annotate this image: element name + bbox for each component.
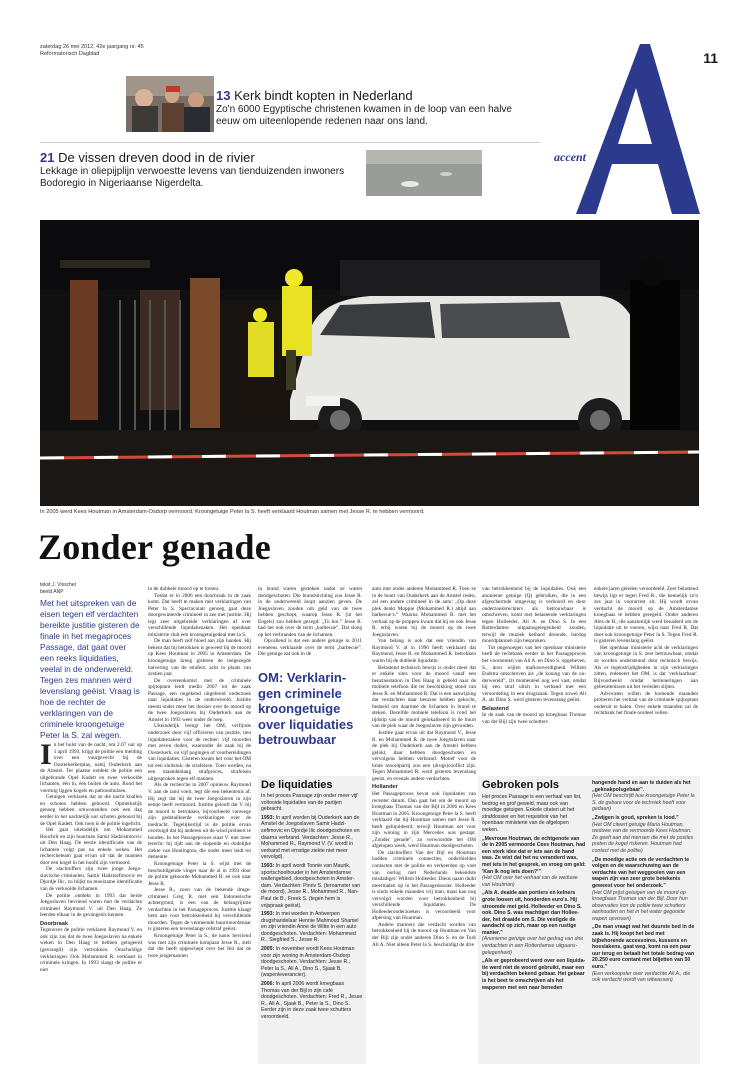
article-paragraph: Het gaat uiteindelijk om Mohammed Bouchrit en zijn buurman Samir Hadzismitovic uit Den Haag. De eerste identificatie van de lichamen volgt pas na enkele weken. Het rechercheteam gaat ervan uit dat de mannen door een kogel in het hoofd zijn vermoord.: [40, 827, 142, 866]
quote-text: „De man vraagt wat het duurste bed in de zaak is. Hij koopt het bed met bijbehorende accessoires, kussens en hoeslakens, gaat weg, komt na een paar uur terug en betaalt het totale bedrag van 20.250 euro contant met biljetten van 50 euro.”: [592, 924, 695, 971]
sidebar-intro: Het proces Passage is een verhaal van list, bedrog en grof geweld, maar ook van moedige getuigen. Enkele citaten uit het strafdossier en het requisitoir van het openbaar ministerie van de afgelopen weken.: [482, 794, 582, 833]
teaser-1-title: Kerk bindt kopten in Nederland: [234, 88, 413, 103]
article-paragraph: In de zaak van de moord op kroegbaas Thomas van der Bijl zijn twee schutters: [482, 712, 586, 725]
article-headline: Zonder genade: [38, 527, 271, 567]
sidebar-liquidaties-list: [258, 793, 366, 1021]
article-paragraph: Advocaten willen de komende maanden proberen het verhaal van de criminele spijtoptant onderuit te halen. Over enkele maanden zal de rechtbank het finale oordeel vellen.: [594, 690, 698, 717]
article-paragraph: Van belang is ook dat een vriendin van Raymond V. al in 1996 heeft verklaard dat Raymond, Jesse R. en Mohammed R. betrokken waren bij de dubbele liquidatie.: [372, 638, 476, 665]
article-column-6: [594, 586, 698, 717]
quote-item: [592, 780, 696, 813]
article-paragraph: Belastend technisch bewijs is onder meer dat er enkele sites voor de moord vanaf een benzinestation in Den Haag is gebeld naar de mobiele telefoon die ter beschikking stond van Jesse R. en Mohammed R. Dat is een aanwijzing dat verdachten daar benzine hebben gekocht, bedoeld om daarmee de lichamen in brand te steken. Dezelfde mobiele telefoon is rond het tijdstip van de moord gelokaliseerd in de buurt van de plek waar de Joegoslaven zijn gevonden.: [372, 664, 476, 730]
list-item-text: In april wordt Tonnie van Maurik, sportschoolhouder in het Amsterdamse wallengebied, doodgeschoten in Amsterdam. Verdachten: Pinriv S. (teroamster van de moord), Jesse R., Mohammed R., Nan-Paul de B., Freek S. (tegen hem is vrijspraak geëist).: [261, 862, 361, 909]
subheading-belastend: Belastend: [482, 705, 509, 712]
teaser-photo-1: [126, 76, 214, 132]
teaser-1-text: Zo'n 6000 Egyptische christenen kwamen in de loop van een halve eeuw om uiteenlopende redenen naar ons land.: [216, 104, 512, 127]
quote-source: (Het OM citeert getuige Maria Houtman, weduwe van de vermoorde Kees Houtman. Ze geeft aan dat mensen die met de posties praten de kogel riskeren. Houtman had contact met de politie): [592, 821, 694, 854]
list-item-text: In april worden bij Ouderkerk aan de Amstel de Joegoslaven Samir Hadzisefimovic en Djordje Ilic doodgeschoten en daarna verbrand. Verdachten: Jesse R., Mohammed R., Raymond V. (V. wordt in verband met ernstige ziekte niet meer vervolgd).: [261, 814, 360, 861]
teaser-photo-people-image: [126, 76, 214, 132]
article-paragraph: Het openbaar ministerie acht de verklaringen van kroongetuige la S. zeer betrouwbaar, omdat ze worden ondersteund door technisch bewijs. Als er tegenstrijdigheden in zijn verklaringen zitten, redeneert het OM, is dat 'verklaarbaar'. Bijvoorbeeld omdat herinneringen aan gebeurtenissen uit het verleden slijten.: [594, 644, 698, 691]
article-paragraph: Tegenover de politie verklaren Raymond V. en ook zijn zus dat de twee Joegoslaven na enkele weken in Den Haag te hebben gelogeerd (gevraagd) zijn vertrokken. Onschuldige verklaringen. Ook Mohammed R. verklaart in criminele kringen. In 1993 slaagt de politie er niet: [40, 927, 142, 973]
sidebar-liquidaties-title: De liquidaties: [261, 779, 333, 791]
quote-item: [592, 924, 696, 983]
page-meta: [40, 44, 144, 58]
sidebar-pols-title: Gebroken pols: [482, 779, 560, 791]
quote-source: (Het OM over het verhaal van de weduwe van Houtman): [482, 875, 578, 888]
article-paragraph: in brand waren gestoken nadat ze waren doodgeschoten. Die brandstichting zou Jesse R. in de onderwereld loopt aanzien geven. De Joegoslaven zouden om geld van de twee hebben geschopt, waarop Jesse R. (in het Engels) zou hebben gezegd: „To hot.” Jesse R. had het ook over de term „barbecue”. Dat sloeg op het verbranden van de lichamen.: [258, 586, 362, 638]
article-intro: Met het uitspreken van de eisen tegen elf verdachten bereikte justitie gisteren de finale in het megaproces Passage, dat gaat over een reeks liquidaties, veelal in de onderwereld. Tegen zes mannen werd levenslang geëist. Vraag is hoe de rechter de verklaringen van de criminele kroongetuige Peter la S. zal wegen.: [40, 598, 140, 740]
teaser-1-heading[interactable]: [216, 88, 413, 103]
article-paragraph: De politie ontdekt in 1993 dat beide Joegoslaven bevriend waren met de verdachte crimineel Raymond V. uit Den Haag. Ze leerden elkaar in de gevangenis kennen.: [40, 892, 142, 919]
article-paragraph: in de dubbele moord op te lossen.: [148, 586, 220, 592]
article-column-5: [482, 586, 586, 725]
article-paragraph: Jesse R., zoon van de bekende drugecrimineel Greg R. met een Indonesische achtergrond, is een van de belangrijkste verdachten in het Passageproces. Justitie klaagt hem aan voor betrokkenheid bij verschillende moorden. Tegen de vermeende huurmoordenaar is gisteren een levenslange celstraf geëist.: [148, 887, 251, 933]
article-paragraph: De man heeft zelf bloed aan zijn handen. Hij bekent dat hij betrokken is geweest bij de moord op Kees Houtman in 2005 in Amsterdam. De kroongetuige kreeg gisteren de toegezegde halvering van de strafeis: acht in plaats van zestien jaar.: [148, 638, 251, 678]
sidebar-pols-column-2: [592, 780, 696, 986]
article-paragraph: De slachtoffers Van der Bijl en Houtman hadden criminele connecties, onderhielden contacten met de politie en verkeerden op voet van oorlog met Nederlands bekendste misdadiger: Willem Holleeder. Dieus naam duikt meermalen op in het Passagedossier. Holleeder is sinds enkele maanden vrij man, maar kan nog vervolgd worden voor betrokkenheid bij verschillende liquidaties. De Holleederonderzoeken is veroordeeld voor afpersing van Houtman.: [372, 849, 476, 922]
teaser-2-page: 21: [40, 150, 55, 165]
article-column-4: [372, 586, 476, 948]
divider: [40, 142, 540, 143]
article-paragraph: Opvallend is dat een andere getuige in 2011 eveneens verklaarde over de term „barbecue”. Die getuige zat ook in de: [258, 638, 362, 658]
photo-caption: In 2005 werd Kees Houtman in Amsterdam-Osdorp vermoord. Kroongetuige Peter la S. heeft verklaard Houtman samen met Jesse R. te hebben vermoord.: [40, 509, 425, 515]
article-column-1: [40, 738, 142, 973]
byline: [40, 582, 76, 596]
section-logo: [548, 38, 708, 223]
pull-quote: OM: Verklaringen criminele kroongetuige over liquidaties betrouwbaar: [258, 670, 354, 747]
sidebar-gebroken-pols: [478, 776, 700, 1064]
article-paragraph: enkele jaren geleden veroordeeld. Zeer belastend bewijs ligt er tegen Fred R., die kennelijk zo'n zes jaar in voorarrest zit. Hij wordt ervan verdacht de moord op de Amsterdamse kroegbaas te hebben geregeld. Onder anderen Ales de B., die aanzienlijk werd benaderd om de liquidatie uit te voeren, wijst naar Fred R. Dat doet ook kroongetuige Peter la S. Tegen Fred R. is gisteren levenslang geëist.: [594, 586, 698, 645]
section-letter-a-icon: [548, 38, 708, 223]
drop-cap: I: [40, 738, 52, 771]
article-paragraph: Andere manners die verdacht worden van betrokkenheid bij de moord op Houtman en Van der Bijl zijn onder anderen Dino S. en de Turk Ali A. Niet alleen Peter la S. beschuldigt de drie: [372, 921, 476, 948]
quote-item: [592, 857, 696, 923]
subheading-hollander: Hollander: [372, 784, 398, 791]
sidebar-liquidaties: [258, 776, 366, 1064]
article-paragraph: Uiteindelijk brengt het OM, verfijnde onderzoek door vijf officieren van justitie, tien liquidatiezaken voor de rechter: vijf moorden met zeven doden, waaronder de zaak bij de Oosterkerk, en vijf pogingen of voorbereidingen van liquidaties. Gisteren kwam het voor het OM tot een sluitstuk: de strafeisen. Toen werden, na een maandenlang strafproces, strafeisen uitgesproken tegen elf mannen.: [148, 723, 251, 782]
article-column-3: [258, 586, 362, 658]
article-paragraph: Het Passageproces bevat ook liquidaties van recenter datum. Dan gaat het om de moord op kroegbaas Thomas van der Bijl in 2006 en Kees Houtman in 2005. Kroongetuige Peter la S. heeft verklaard dat hij Houtman samen met Jesse R. heeft geliquideerd; terwijl Houtman net voor zijn woning in zijn Mercedes was gestapt. „Zonder genade”, zo verwoordde het OM afgelopen week, werd Houtman doodgeschoten.: [372, 790, 476, 850]
quote-text: „Als er geprobeerd werd over een liquidatie werd niet de woord gebruikt, maar een bij verdachten bekend gebaar. Het gebaar is het beet te omschrijven als het wapperen met een naar beneden: [482, 958, 586, 991]
article-paragraph: De slachtoffers zijn twee jonge Joegoslavische criminelen, Samir Hadzisefimovic en Djordje Ilic, zo blijkt na moeizame identificatie van de verkoolde lichamen.: [40, 866, 142, 893]
list-item: [261, 911, 363, 944]
section-label: accent: [554, 150, 586, 164]
teaser-photo-2: [366, 150, 482, 196]
quote-source: (Een verkoopster over verdachte Ali A., die ook verdacht wordt van witwassen): [592, 970, 691, 984]
quote-item: [482, 836, 586, 889]
list-item: [261, 815, 363, 861]
list-item: [261, 981, 363, 1021]
quote-item: [482, 890, 586, 956]
teaser-2-text: Lekkage in oliepijplijn verwoestte levens van tienduizenden inwoners Bodoregio in Nigeriaanse Nigerdelta.: [40, 166, 345, 189]
article-column-2: [148, 586, 251, 959]
quote-text: „Als A. dealde aan portiers en kelners grote loosen uit, honderden euro's. Hij stroomde met geld. Holleeder en Dino S. ook. Dino S. was machtiger dan Holleeder, het draaide om S. Die vestigde de aandacht op zich, maar op een rustige manier.”: [482, 890, 582, 936]
article-paragraph: auto met onder anderen Mohammed R. Toen ze in de buurt van Ouderkerk aan de Amstel reden, zei een andere crimineel in de auto: „Op deze plek denkt Moppie (Mohammed R.) altijd aan barbecue’s.” Waarna Mohammed R. met het verhaal op de proppen kwam dat hij en ook Jesse R. erbij waren bij de moord op de twee Joegoslaven.: [372, 586, 476, 638]
list-item-text: In mei worden in Antwerpen drugshandelaar Hennie Mahmoud Shamel en zijn vriendin Anne de Witte in een auto doodgeschoten. Verdachten: Mohammed R., Siegfried S., Jesse R.: [261, 911, 359, 944]
teaser-2-title: De vissen dreven dood in de rivier: [58, 150, 255, 165]
quote-text: „Zwijgen is goud, spreken is lood.”: [592, 814, 679, 821]
list-item-year: 1993:: [261, 862, 275, 869]
list-item: [261, 946, 363, 979]
main-photo: [40, 220, 699, 506]
newspaper-name: Reformatorisch Dagblad: [40, 51, 100, 57]
article-paragraph: n het holst van de nacht, om 2.07 uur op 1 april 1993, krijgt de politie een melding over een vuurgevecht bij de Oosterkerkerplas, nabij Ouderkerk aan de Amstel. Ter plaatse ontdekt de politie een uitgebrande Opel Kadett en twee verkoolde lichamen, één in, één buiten de auto. Rond het voertuig liggen kogels en patroonhulzen.: [40, 742, 142, 794]
quote-text: „Mevrouw Houtman, de echtgenote van de in 2005 vermoorde Cees Houtman, had een sterk idee dat er iets aan de hand was. Ze wist dat het nu veranderd was, met iets in het gesprek, en vroeg om geld: 'Kan ik nog iets doen?'”: [482, 835, 586, 875]
article-paragraph: Tot ongenoegen van het openbaar ministerie heeft de rechtbank eerder in het Passageproces het voornemen van Ali A. en Dino S. opgeheven. S., door wijlen mafiosoverdigheid Willem Endstra omschreven als „de koning van de onderwereld”, zit momenteel nog wel vast, omdat hij een straf uitzit in verband met een veroordeling in een drugszaak. Tegen zowel Ali A. als Dino S. werd gisteren levenslang geëist.: [482, 644, 587, 704]
list-item-text: In april 2006 wordt kroegbaas Thomas van der Bijl in zijn café doodgeschoten. Verdachten: Fred R., Jesse R., Ali A., Sjaak B., Peter la S., Dino S. Eerder zijn in deze zaak twee schutters veroordeeld.: [261, 981, 363, 1020]
quote-source: (Het OM prijst getuigen van de moord op kroegbaas Thomas van der Bijl. Door hun observaties kon de politie twee schutters aanhouden en het in het water gegooide wapen opvissen): [592, 889, 688, 922]
quote-item: [482, 958, 586, 991]
quote-source: (Het OM beschrijft hoe kroongetuige Peter la S. de gebare voor de techniek heeft voor gedaan): [592, 793, 695, 813]
quote-text: hangende hand en aan te duiden als het „geknakpolsgebaar”.: [592, 780, 691, 793]
article-paragraph: De overeenkomst met de criminele spijtoptant leidt medio 2007 tot de zaak Passage, een ongekend uitgebreid onderzoek naar liquidaties in de onderwereld. Justitie neemt onder meer het dossier over de moord op de twee Joegoslaven bij Ouderkerk aan de Amstel in 1993 weer onder de loep.: [148, 677, 251, 723]
date-line: zaterdag 26 mei 2012, 42e jaargang nr. 45: [40, 44, 144, 50]
subheading-doorbraak: Doorbraak: [40, 920, 68, 927]
page-number: 11: [703, 50, 718, 66]
teaser-2-heading[interactable]: [40, 150, 255, 165]
teaser-photo-fish-image: [366, 150, 482, 196]
list-item-text: In het proces Passage zijn onder meer vijf voltooide liquidaties van de partijen gebracht.: [261, 793, 358, 813]
article-paragraph: van betrokkenheid bij de liquidaties. Ook een anonieme getuige (Q) gebruiken, die in een afgeschermde omgeving is verhoord en door onderzoeksrechters als betrouwbaar is omschreven, komt met belastende verklaringen tegen Holleeder, Ali A. en Dino S. In een Rotterdamse uitgaansgelegenheid zouden, terwijl de muziek keihard dreunde, hardop moordplannen zijn besproken.: [482, 586, 586, 645]
list-item: [261, 863, 363, 909]
article-paragraph: Totdat er in 2006 een doorbraak in de zaak komt. Dat heeft te maken met verklaringen van Peter la S. Spectaculair genoeg gaat deze doorgewinterde crimineel in zee met justitie. Hij legt zeer uitgebreide verklaringen af over verschillende liquidatiezaken. Het openbaar ministerie sluit een kroongetuigedeal met la S.: [148, 592, 251, 638]
teaser-1-page: 13: [216, 88, 231, 103]
article-paragraph: Kroongetuige Peter la S., de nauw bevriend was met zijn criminele kompaan Jesse R., stelt dat die heeft opgeschept over het feit dat de twee jongemannen: [148, 932, 251, 959]
byline-photo: beeld ANP: [40, 589, 64, 595]
sidebar-pols-column-1: [482, 794, 586, 993]
article-paragraph: Als de recherche in 2007 opnieuw Raymond V. aan de tand voelt, legt die een bekentenis af. Hij zegt dat hij de twee Joegoslaven in zijn eentje heeft vermoord. Justitie gelooft dat V. bij de moord is betrokken, bijvoorbeeld vanwege zijn gedetailleerde verklaringen over de toedracht. Tegelijkertijd is de politie ervan overtuigd dat hij anderen uit de wind probeert te houden. In het Passageproces staat V. niet meer terecht: hij tijdt aan de slopende en dodelijke ziekte van Huntington, die onder meer leidt tot dementie.: [148, 782, 251, 861]
list-item-year: 1993:: [261, 814, 275, 821]
list-item: [261, 793, 363, 813]
crime-scene-image: [40, 220, 699, 506]
list-item-year: 1993:: [261, 911, 275, 918]
list-item-year: 2005:: [261, 946, 275, 953]
quote-text: „De moedige actie om de verdachten te volgen en de waarschuwing aan de verdachte van het weggooien van een wapen zijn van zeer grote betekenis geweest voor het onderzoek.”: [592, 856, 690, 889]
list-item-year: 2006:: [261, 981, 275, 988]
article-paragraph: Justitie gaat ervan uit dat Raymond V., Jesse R. en Mohammed R. de twee Joegoslaven naar de plek bij Ouderkerk aan de Amstel hebben gelokt, daar hebben doodgeschoten en vervolgens hebben verbrand. Motief voor de brute moordpartij zou een (drugs)conflict zijn. Tegen Mohammed R. werd gisteren levenslang geeist, en evenals andere verdachten.: [372, 730, 476, 782]
article-paragraph: Kroongetuige Peter la S. wijst met de beschuldigende vinger naar de al in 1993 door de politie gehoorde Mohammed R. en ook naar Jesse R.: [148, 860, 251, 887]
article-paragraph: Getuigen verklaren dat ze die nacht knallen en schoten hebben gehoord. Opmerkelijk genoeg hebben omwonenden ook een dag eerder in het nachtelijk uur schoten gehoord bij de Opel Kadett. Ook toen is de politie ingelicht.: [40, 794, 142, 827]
quote-item: [592, 815, 696, 855]
quote-source: (Anonieme getuige over het gedrag van drie verdachten in een Rotterdamse uitgaansgelegenheid): [482, 936, 584, 956]
byline-text: tekst J. Visscher: [40, 582, 77, 588]
list-item-text: In november wordt Kees Houtman voor zijn woning in Amsterdam-Osdorp doodgeschoten. Verdachten: Jesse R., Peter la S., Ali A., Dino S., Sjaak B. (wapenleverancier).: [261, 946, 355, 979]
